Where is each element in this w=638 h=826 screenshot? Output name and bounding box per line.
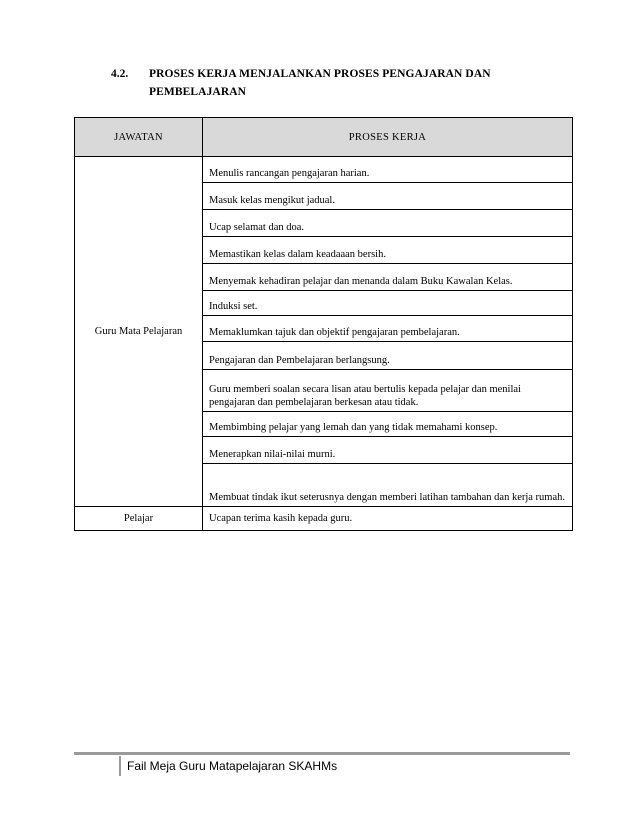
list-item: Menyemak kehadiran pelajar dan menanda dalam Buku Kawalan Kelas.	[203, 264, 572, 291]
list-item: Guru memberi soalan secara lisan atau bertulis kepada pelajar dan menilai pengajaran dan pembelajaran berkesan atau tidak.	[203, 370, 572, 412]
process-table	[74, 117, 573, 531]
list-item: Membimbing pelajar yang lemah dan yang tidak memahami konsep.	[203, 412, 572, 437]
list-item: Ucap selamat dan doa.	[203, 210, 572, 237]
list-item: Pengajaran dan Pembelajaran berlangsung.	[203, 342, 572, 370]
process-cell	[203, 157, 573, 507]
table-row	[75, 507, 573, 531]
section-title	[149, 65, 569, 101]
list-item: Memastikan kelas dalam keadaaan bersih.	[203, 237, 572, 264]
section-number: 4.2.	[111, 68, 129, 80]
section-title-line-1: PROSES KERJA MENJALANKAN PROSES PENGAJARAN DAN	[149, 68, 491, 80]
section-title-line-2: PEMBELAJARAN	[149, 86, 247, 98]
table-header-row	[75, 118, 573, 157]
footer-divider	[74, 752, 570, 755]
list-item: Induksi set.	[203, 291, 572, 316]
table-row	[75, 157, 573, 507]
header-proses-kerja: PROSES KERJA	[203, 118, 573, 157]
role-cell: Guru Mata Pelajaran	[75, 157, 203, 507]
footer-vertical-rule	[119, 756, 121, 776]
footer-text: Fail Meja Guru Matapelajaran SKAHMs	[127, 759, 338, 773]
list-item: Membuat tindak ikut seterusnya dengan memberi latihan tambahan dan kerja rumah.	[209, 492, 566, 503]
header-jawatan: JAWATAN	[75, 118, 203, 157]
process-cell: Ucapan terima kasih kepada guru.	[203, 507, 573, 531]
list-item: Memaklumkan tajuk dan objektif pengajaran pembelajaran.	[203, 316, 572, 342]
list-item: Masuk kelas mengikut jadual.	[203, 183, 572, 210]
list-item: Menerapkan nilai-nilai murni.	[203, 437, 572, 464]
process-list	[203, 157, 572, 506]
list-item: Menulis rancangan pengajaran harian.	[203, 157, 572, 183]
role-cell: Pelajar	[75, 507, 203, 531]
